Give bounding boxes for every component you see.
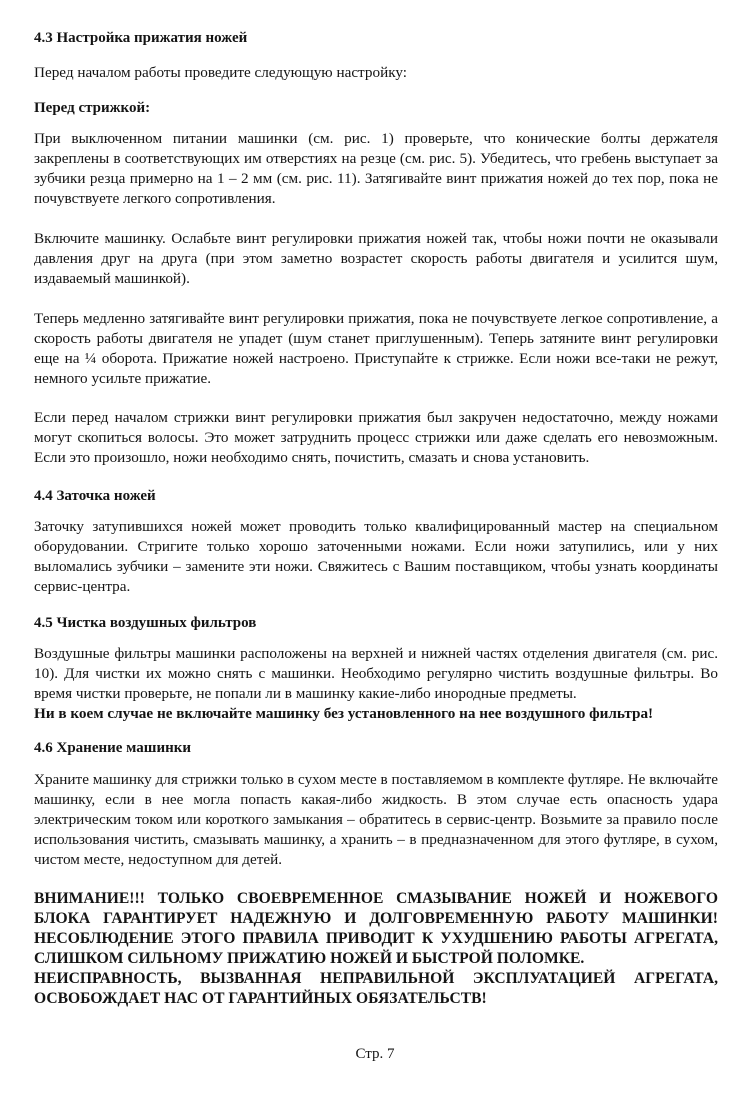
intro-paragraph: Перед началом работы проведите следующую настройку: (34, 64, 407, 81)
heading-4-6: 4.6 Хранение машинки (34, 740, 192, 756)
paragraph-4-5-1: Воздушные фильтры машинки расположены на верхней и нижней частях отделения двигателя (см. рис. 10). Для чистки их можно снять с машинки. Необходимо регулярно чистить воздушные фильтры. Во время чистки проверьте, не попали ли в машинку какие-либо инородные предметы. (34, 645, 718, 702)
warning-block: ВНИМАНИЕ!!! ТОЛЬКО СВОЕВРЕМЕННОЕ СМАЗЫВАНИЕ НОЖЕЙ И НОЖЕВОГО БЛОКА ГАРАНТИРУЕТ НАДЕЖНУЮ И ДОЛГОВРЕМЕННУЮ РАБОТУ МАШИНКИ! НЕСОБЛЮДЕНИЕ ЭТОГО ПРАВИЛА ПРИВОДИТ К УХУДШЕНИЮ РАБОТЫ АГРЕГАТА, СЛИШКОМ СИЛЬНОМУ ПРИЖАТИЮ НОЖЕЙ И БЫСТРОЙ ПОЛОМКЕ. (34, 890, 718, 967)
subheading-before-cut: Перед стрижкой: (34, 100, 151, 116)
paragraph-4-3-3: Теперь медленно затягивайте винт регулировки прижатия, пока не почувствуете легкое сопротивление, а скорость работы двигателя не упадет (шум станет приглушенным). Теперь затяните винт регулировки еще на ¼ оборота. Прижатие ножей настроено. Приступайте к стрижке. Если ножи все-таки не режут, немного усильте прижатие. (34, 310, 718, 387)
paragraph-4-3-4: Если перед началом стрижки винт регулировки прижатия был закручен недостаточно, между ножами могут скопиться волосы. Это может затруднить процесс стрижки или даже сделать его невозможным. Если это произошло, ножи необходимо снять, почистить, смазать и снова установить. (34, 409, 718, 466)
page-number: Стр. 7 (355, 1046, 395, 1062)
paragraph-4-4-1: Заточку затупившихся ножей может проводить только квалифицированный мастер на специальном оборудовании. Стригите только хорошо заточенными ножами. Если ножи затупились, или у них выломались зубчики – замените эти ножи. Свяжитесь с Вашим поставщиком, чтобы узнать координаты сервис-центра. (34, 518, 718, 595)
filter-warning: Ни в коем случае не включайте машинку без установленного на нее воздушного фильтра! (34, 705, 654, 722)
warranty-warning: НЕИСПРАВНОСТЬ, ВЫЗВАННАЯ НЕПРАВИЛЬНОЙ ЭКСПЛУАТАЦИЕЙ АГРЕГАТА, ОСВОБОЖДАЕТ НАС ОТ ГАРАНТИЙНЫХ ОБЯЗАТЕЛЬСТВ! (34, 970, 718, 1007)
paragraph-4-3-2: Включите машинку. Ослабьте винт регулировки прижатия ножей так, чтобы ножи почти не оказывали давления друг на друга (при этом заметно возрастет скорость работы двигателя и усилится шум, издаваемый машинкой). (34, 230, 718, 287)
document-page (34, 24, 718, 1009)
heading-4-3: 4.3 Настройка прижатия ножей (34, 30, 248, 46)
heading-4-4: 4.4 Заточка ножей (34, 488, 156, 504)
paragraph-4-6-1: Храните машинку для стрижки только в сухом месте в поставляемом в комплекте футляре. Не включайте машинку, если в нее могла попасть какая-либо жидкость. В этом случае есть опасность удара электрическим током или короткого замыкания – обратитесь в сервис-центр. Возьмите за правило после использования чистить, смазывать машинку, а хранить – в предназначенном для этого футляре, в сухом, чистом месте, недоступном для детей. (34, 771, 718, 868)
paragraph-4-3-1: При выключенном питании машинки (см. рис. 1) проверьте, что конические болты держателя закреплены в соответствующих им отверстиях на резце (см. рис. 5). Убедитесь, что гребень выступает за зубчики резца примерно на 1 – 2 мм (см. рис. 11). Затягивайте винт прижатия ножей до тех пор, пока не почувствуете легкого сопротивления. (34, 130, 718, 207)
heading-4-5: 4.5 Чистка воздушных фильтров (34, 615, 257, 631)
